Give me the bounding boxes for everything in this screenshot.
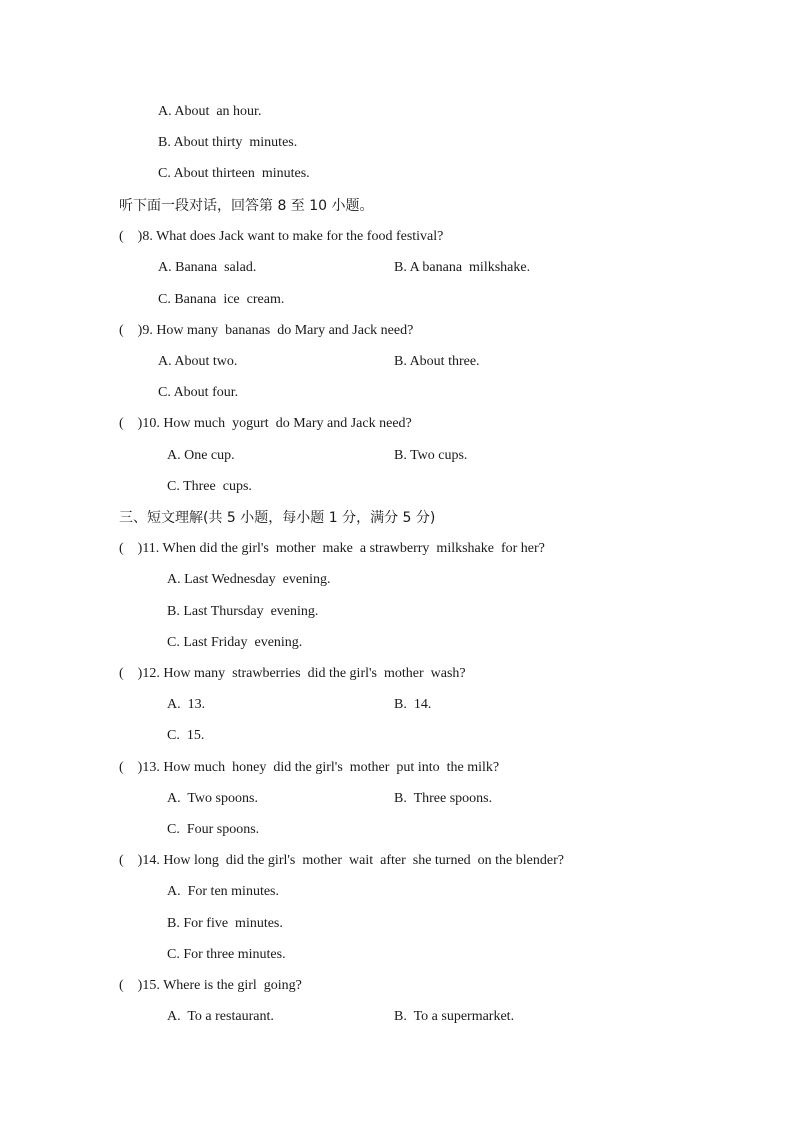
q9-option-b: B. About three. xyxy=(394,354,480,369)
q8-option-a: A. Banana salad. xyxy=(158,260,257,275)
q11-option-c: C. Last Friday evening. xyxy=(167,635,303,650)
q13-option-a: A. Two spoons. xyxy=(167,791,258,806)
q7-option-a: A. About an hour. xyxy=(158,104,262,119)
q9-question: ( )9. How many bananas do Mary and Jack need? xyxy=(119,323,414,338)
q11-option-b: B. Last Thursday evening. xyxy=(167,604,319,619)
q11-option-a: A. Last Wednesday evening. xyxy=(167,572,331,587)
q7-option-c: C. About thirteen minutes. xyxy=(158,166,310,181)
q14-option-a: A. For ten minutes. xyxy=(167,884,279,899)
q10-option-c: C. Three cups. xyxy=(167,479,252,494)
q10-option-b: B. Two cups. xyxy=(394,448,468,463)
section-reading-heading: 三、短文理解(共 5 小题，每小题 1 分，满分 5 分) xyxy=(119,510,436,526)
q9-option-c: C. About four. xyxy=(158,385,239,400)
q10-question: ( )10. How much yogurt do Mary and Jack need? xyxy=(119,416,412,431)
q15-question: ( )15. Where is the girl going? xyxy=(119,978,302,993)
q14-question: ( )14. How long did the girl's mother wait after she turned on the blender? xyxy=(119,853,564,868)
q12-option-c: C. 15. xyxy=(167,728,205,743)
q14-option-b: B. For five minutes. xyxy=(167,916,283,931)
q7-option-b: B. About thirty minutes. xyxy=(158,135,298,150)
q14-option-c: C. For three minutes. xyxy=(167,947,286,962)
q8-option-c: C. Banana ice cream. xyxy=(158,292,285,307)
q9-option-a: A. About two. xyxy=(158,354,238,369)
q11-question: ( )11. When did the girl's mother make a strawberry milkshake for her? xyxy=(119,541,545,556)
q8-question: ( )8. What does Jack want to make for the food festival? xyxy=(119,229,444,244)
section-listening-heading: 听下面一段对话，回答第 8 至 10 小题。 xyxy=(119,198,374,214)
q12-option-b: B. 14. xyxy=(394,697,432,712)
q13-question: ( )13. How much honey did the girl's mother put into the milk? xyxy=(119,760,500,775)
q15-option-b: B. To a supermarket. xyxy=(394,1009,515,1024)
q13-option-b: B. Three spoons. xyxy=(394,791,493,806)
q10-option-a: A. One cup. xyxy=(167,448,235,463)
q12-question: ( )12. How many strawberries did the girl's mother wash? xyxy=(119,666,466,681)
q8-option-b: B. A banana milkshake. xyxy=(394,260,531,275)
q13-option-c: C. Four spoons. xyxy=(167,822,260,837)
q15-option-a: A. To a restaurant. xyxy=(167,1009,274,1024)
q12-option-a: A. 13. xyxy=(167,697,206,712)
